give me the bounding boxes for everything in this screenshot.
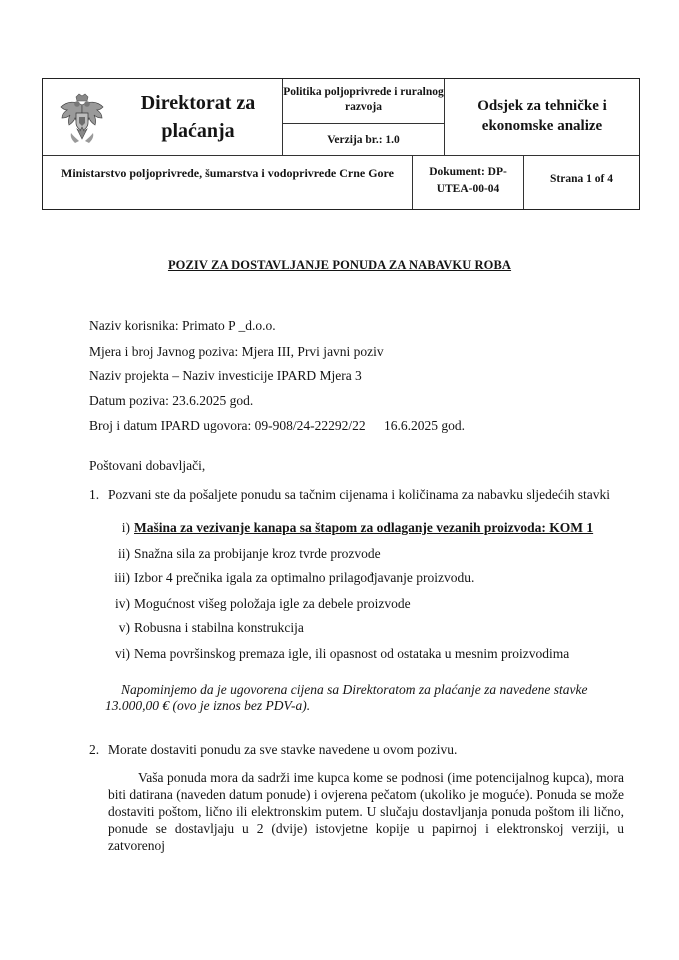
info-projekat: Naziv projekta – Naziv investicije IPARD Mjera 3 (89, 368, 362, 383)
header-ministry-cell (43, 156, 413, 209)
list-item-numeral: i) (121, 520, 130, 535)
section2-text: Morate dostaviti ponudu za sve stavke navedene u ovom pozivu. (108, 742, 458, 757)
list-item-text: Nema površinskog premaza igle, ili opasnost od ostataka u mesnim proizvodima (134, 646, 570, 661)
list-item-text: Izbor 4 prečnika igala za optimalno prilagođjavanje proizvodu. (134, 570, 475, 585)
page-number: Strana 1 of 4 (550, 173, 613, 185)
header-version-cell (283, 124, 445, 156)
department-name: Odsjek za tehničke i ekonomske analize (477, 98, 607, 134)
section2-number: 2. (89, 742, 100, 757)
info-mjera: Mjera i broj Javnog poziva: Mjera III, Prvi javni poziv (89, 344, 384, 359)
header-page-cell (524, 156, 639, 209)
policy-label: Politika poljoprivrede i ruralnog razvoja (283, 86, 444, 113)
montenegro-coat-of-arms-icon (57, 93, 107, 145)
info-ugovor-date: 16.6.2025 god. (384, 418, 465, 433)
list-item-text: Snažna sila za probijanje kroz tvrde prozvode (134, 546, 381, 561)
list-item-text: Mogućnost višeg položaja igle za debele proizvode (134, 596, 411, 611)
info-datum: Datum poziva: 23.6.2025 god. (89, 393, 254, 408)
list-item-numeral: ii) (118, 546, 130, 561)
section2-paragraph (108, 769, 624, 854)
note-line-2: 13.000,00 € (ovo je iznos bez PDV-a). (105, 698, 311, 713)
info-ugovor: Broj i datum IPARD ugovora: 09-908/24-22292/22 (89, 418, 366, 433)
list-item-text: Robusna i stabilna konstrukcija (134, 620, 304, 635)
list-item-text: Mašina za vezivanje kanapa sa štapom za odlaganje vezanih proizvoda: KOM 1 (134, 520, 594, 535)
header-document-cell (413, 156, 524, 209)
info-korisnik: Naziv korisnika: Primato P _d.o.o. (89, 318, 276, 333)
greeting: Poštovani dobavljači, (89, 458, 206, 473)
ministry-name: Ministarstvo poljoprivrede, šumarstva i vodoprivrede Crne Gore (61, 166, 394, 180)
header-logo-cell (43, 79, 283, 156)
document-header-table (42, 78, 640, 210)
list-item-numeral: v) (118, 620, 130, 635)
section1-text: Pozvani ste da pošaljete ponudu sa tačnim cijenama i količinama za nabavku sljedećih stavki (108, 487, 610, 502)
version-label: Verzija br.: 1.0 (327, 134, 400, 146)
document-id: Dokument: DP-UTEA-00-04 (429, 166, 507, 195)
list-item-numeral: iii) (114, 570, 130, 585)
list-item-numeral: vi) (115, 646, 130, 661)
header-department-cell (445, 79, 639, 156)
section1-number: 1. (89, 487, 100, 502)
section2-paragraph-text: Vaša ponuda mora da sadrži ime kupca kome se podnosi (ime potencijalnog kupca), mora biti datirana (naveden datum ponude) i ovjerena pečatom (ukoliko je moguće). Ponuda se može dostaviti poštom, lično ili elektronskim putem. U slučaju dostavljanja ponuda poštom ili lično, ponude se dostavljaju u 2 (dvije) istovjetne kopije u papirnoj i elektronskoj verziji, u zatvorenoj (108, 770, 624, 853)
document-title: POZIV ZA DOSTAVLJANJE PONUDA ZA NABAVKU ROBA (167, 258, 512, 272)
list-item-numeral: iv) (115, 596, 130, 611)
org-name: Direktorat za plaćanja (140, 92, 256, 142)
header-policy-cell (283, 79, 445, 124)
note-line-1: Napominjemo da je ugovorena cijena sa Direktoratom za plaćanje za navedene stavke (121, 682, 588, 697)
